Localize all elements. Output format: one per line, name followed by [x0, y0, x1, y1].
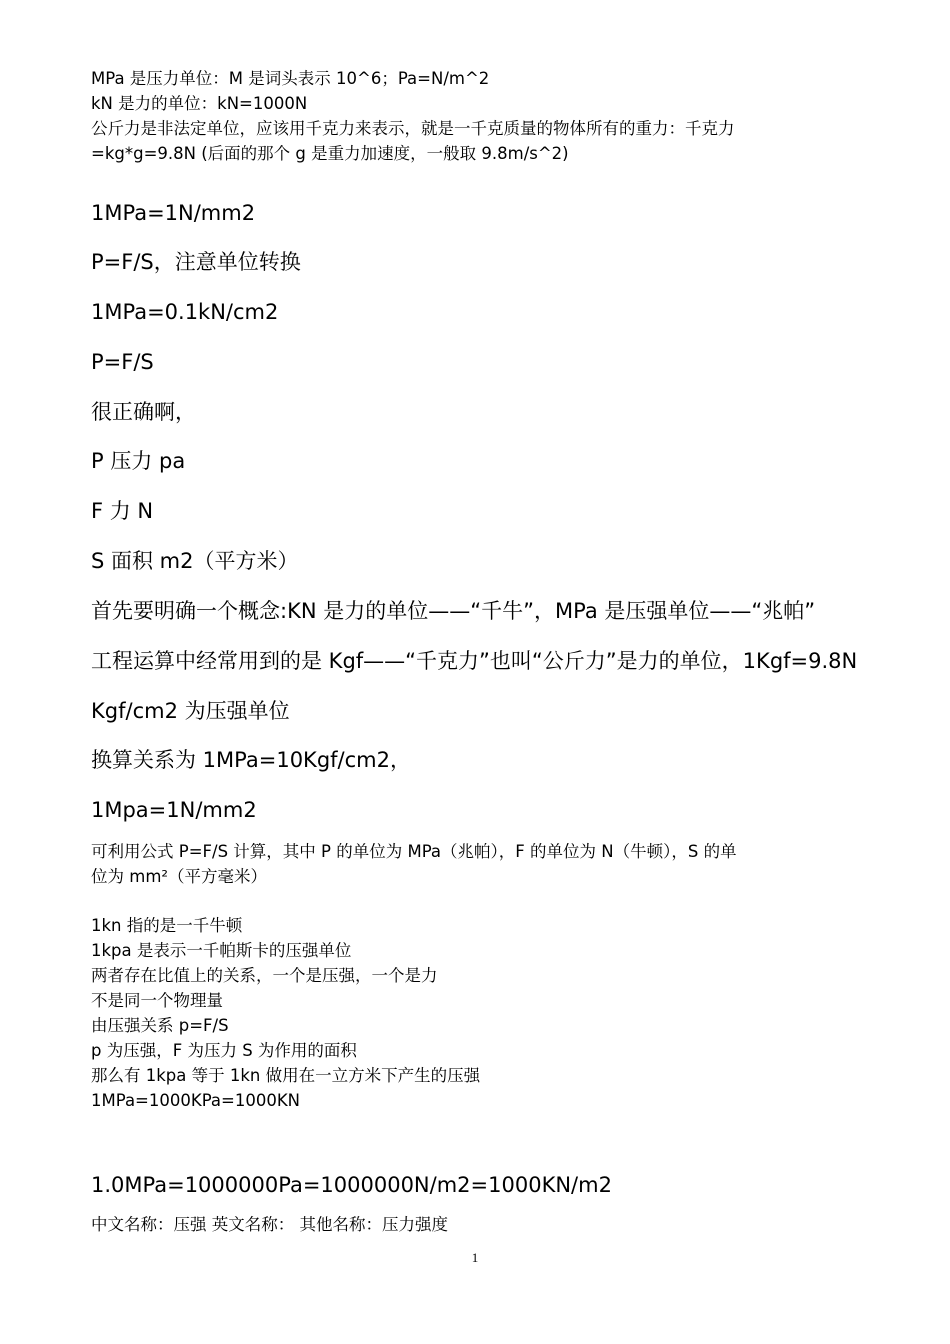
- text-line-kgfcm2: Kgf/cm2 为压强单位: [91, 699, 290, 723]
- text-line-concept: 首先要明确一个概念:KN 是力的单位——“千牛”，MPa 是压强单位——“兆帕”: [91, 599, 816, 623]
- text-line-pressure-relation: 由压强关系 p=F/S: [91, 1016, 229, 1035]
- text-line-kn-unit: kN 是力的单位：kN=1000N: [91, 94, 308, 113]
- text-line-kgf-definition: 公斤力是非法定单位，应该用千克力来表示，就是一千克质量的物体所有的重力：千克力: [91, 119, 735, 138]
- text-line-kgf-engineering: 工程运算中经常用到的是 Kgf——“千克力”也叫“公斤力”是力的单位，1Kgf=9.8N: [91, 649, 858, 673]
- text-line-mpa-nmm2: 1MPa=1N/mm2: [91, 201, 256, 225]
- text-line-not-same: 不是同一个物理量: [91, 991, 223, 1010]
- text-line-1kpa-equals: 那么有 1kpa 等于 1kn 做用在一立方米下产生的压强: [91, 1066, 481, 1085]
- text-line-conversion: 换算关系为 1MPa=10Kgf/cm2，: [91, 748, 411, 772]
- text-line-ratio: 两者存在比值上的关系，一个是压强，一个是力: [91, 966, 438, 985]
- text-line-mpa-kpa: 1MPa=1000KPa=1000KN: [91, 1091, 300, 1110]
- text-line-p-definition: p 为压强，F 为压力 S 为作用的面积: [91, 1041, 357, 1060]
- text-line-formula-explain: 可利用公式 P=F/S 计算，其中 P 的单位为 MPa（兆帕），F 的单位为 N（牛顿），S 的单: [91, 842, 737, 861]
- text-line-formula-explain-cont: 位为 mm²（平方毫米）: [91, 867, 268, 886]
- text-line-f-force: F 力 N: [91, 499, 154, 523]
- text-line-kgf-formula: =kg*g=9.8N (后面的那个 g 是重力加速度，一般取 9.8m/s^2): [91, 144, 569, 163]
- text-line-pfs-note: P=F/S，注意单位转换: [91, 250, 301, 274]
- text-line-mpa-kncm2: 1MPa=0.1kN/cm2: [91, 300, 279, 324]
- text-line-names: 中文名称：压强 英文名称： 其他名称：压力强度: [91, 1215, 448, 1234]
- text-line-pfs: P=F/S: [91, 350, 154, 374]
- text-line-mpa-pa-chain: 1.0MPa=1000000Pa=1000000N/m2=1000KN/m2: [91, 1173, 612, 1197]
- text-line-1kn: 1kn 指的是一千牛顿: [91, 916, 243, 935]
- text-line-mpa-unit: MPa 是压力单位：M 是词头表示 10^6；Pa=N/m^2: [91, 69, 490, 88]
- text-line-correct: 很正确啊，: [91, 400, 196, 424]
- text-line-1kpa: 1kpa 是表示一千帕斯卡的压强单位: [91, 941, 352, 960]
- text-line-mpa-nmm2-second: 1Mpa=1N/mm2: [91, 798, 257, 822]
- text-line-p-pressure: P 压力 pa: [91, 449, 186, 473]
- page-number: 1: [471, 1250, 479, 1265]
- text-line-s-area: S 面积 m2（平方米）: [91, 549, 299, 573]
